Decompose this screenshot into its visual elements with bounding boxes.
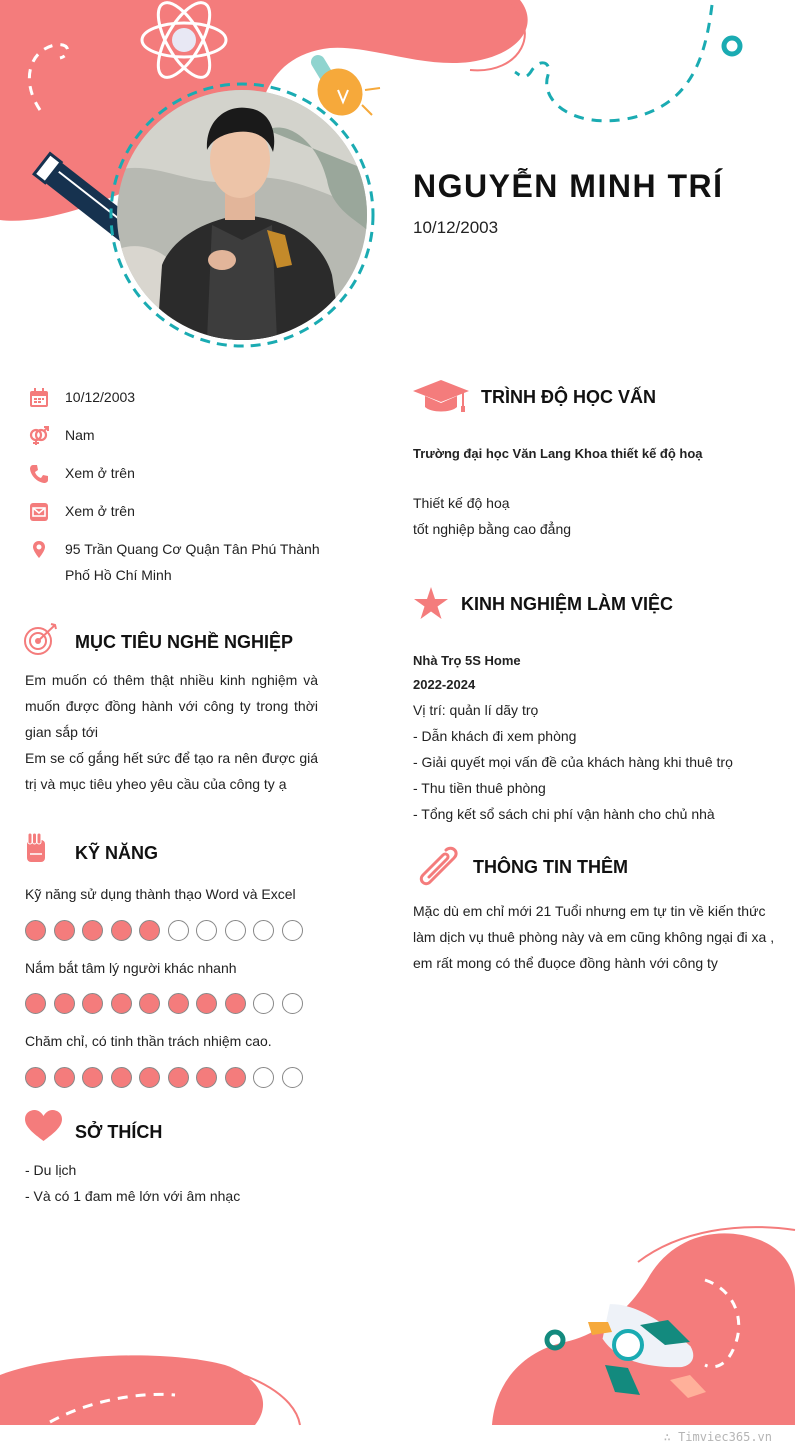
gender-value: Nam xyxy=(65,427,95,443)
skill-label-3: Chăm chỉ, có tinh thần trách nhiệm cao. xyxy=(25,1033,272,1049)
extra-info-title: THÔNG TIN THÊM xyxy=(473,857,628,877)
rating-dot-filled xyxy=(54,993,75,1014)
teal-dashed-path xyxy=(515,5,712,121)
teal-ring-icon xyxy=(724,38,740,54)
hobby-item-1: - Du lịch xyxy=(25,1162,77,1178)
birthdate-value: 10/12/2003 xyxy=(65,389,136,405)
experience-period: 2022-2024 xyxy=(413,677,476,692)
experience-task-1: - Dẫn khách đi xem phòng xyxy=(413,728,577,744)
rating-dot-empty xyxy=(196,920,217,941)
rating-dot-filled xyxy=(25,993,46,1014)
bottom-left-blob xyxy=(0,1355,263,1425)
objective-title: MỤC TIÊU NGHỀ NGHIỆP xyxy=(75,632,294,652)
experience-task-2: - Giải quyết mọi vấn đề của khách hàng khi thuê trọ xyxy=(413,754,733,770)
fist-icon xyxy=(25,832,47,864)
star-icon xyxy=(414,587,448,620)
skills-title: KỸ NĂNG xyxy=(75,843,159,863)
skill-rating-2 xyxy=(25,993,303,1014)
education-title: TRÌNH ĐỘ HỌC VẤN xyxy=(481,387,656,407)
rating-dot-filled xyxy=(82,993,103,1014)
hobbies-title: SỞ THÍCH xyxy=(75,1122,163,1142)
rating-dot-filled xyxy=(168,1067,189,1088)
skill-label-1: Kỹ năng sử dụng thành thạo Word và Excel xyxy=(25,886,296,902)
target-icon xyxy=(23,622,59,656)
email-value: Xem ở trên xyxy=(65,503,135,519)
rating-dot-filled xyxy=(25,1067,46,1088)
rating-dot-filled xyxy=(111,920,132,941)
extra-info-text: Mặc dù em chỉ mới 21 Tuổi nhưng em tự tin về kiến thức làm dịch vụ thuê phòng này và em cũng không ngại đi xa , em rất mong có thể đuọce đồng hành với công ty xyxy=(413,903,775,971)
address-value: 95 Trần Quang Cơ Quận Tân Phú Thành Phố Hồ Chí Minh xyxy=(65,541,320,583)
rating-dot-filled xyxy=(54,1067,75,1088)
paperclip-icon xyxy=(416,846,460,888)
rating-dot-filled xyxy=(139,993,160,1014)
rating-dot-filled xyxy=(82,1067,103,1088)
rating-dot-filled xyxy=(82,920,103,941)
phone-icon xyxy=(29,464,49,484)
hobby-item-2: - Và có 1 đam mê lớn với âm nhạc xyxy=(25,1188,241,1204)
rating-dot-empty xyxy=(253,1067,274,1088)
phone-value: Xem ở trên xyxy=(65,465,135,481)
education-degree: tốt nghiệp bằng cao đẳng xyxy=(413,521,572,537)
calendar-icon xyxy=(29,388,49,408)
rating-dot-empty xyxy=(168,920,189,941)
rating-dot-filled xyxy=(196,1067,217,1088)
rating-dot-empty xyxy=(253,993,274,1014)
heart-icon xyxy=(25,1110,62,1142)
education-school: Trường đại học Văn Lang Khoa thiết kế độ hoạ xyxy=(413,446,703,461)
rating-dot-filled xyxy=(25,920,46,941)
rating-dot-filled xyxy=(225,993,246,1014)
location-pin-icon xyxy=(29,540,49,560)
rating-dot-filled xyxy=(196,993,217,1014)
experience-task-3: - Thu tiền thuê phòng xyxy=(413,780,546,796)
experience-task-4: - Tổng kết sổ sách chi phí vận hành cho chủ nhà xyxy=(413,806,715,822)
education-major: Thiết kế độ hoạ xyxy=(413,495,510,511)
profile-photo xyxy=(117,90,367,340)
objective-text-2: Em se cố gắng hết sức để tạo ra nên được giá trị và mục tiêu yheo yêu cầu của công ty ạ xyxy=(25,750,318,792)
rating-dot-filled xyxy=(168,993,189,1014)
rating-dot-empty xyxy=(225,920,246,941)
rating-dot-filled xyxy=(54,920,75,941)
header-birthdate: 10/12/2003 xyxy=(413,218,499,237)
experience-title: KINH NGHIỆM LÀM VIỆC xyxy=(461,594,674,614)
info-row-address xyxy=(25,536,325,588)
gender-icon xyxy=(29,426,49,446)
experience-company: Nhà Trọ 5S Home xyxy=(413,653,521,668)
skill-rating-1 xyxy=(25,920,303,941)
rating-dot-filled xyxy=(139,920,160,941)
skill-label-2: Nắm bắt tâm lý người khác nhanh xyxy=(25,960,237,976)
rating-dot-empty xyxy=(282,1067,303,1088)
email-icon xyxy=(29,502,49,522)
rating-dot-empty xyxy=(282,920,303,941)
rating-dot-filled xyxy=(225,1067,246,1088)
objective-text-1: Em muốn có thêm thật nhiều kinh nghiệm và muốn được đồng hành với công ty trong thời gian sắp tới xyxy=(25,672,318,740)
experience-position: Vị trí: quản lí dãy trọ xyxy=(413,702,539,718)
candidate-name: NGUYỄN MINH TRÍ xyxy=(413,168,724,204)
timviec365-watermark: ∴ Timviec365.vn xyxy=(663,1430,772,1444)
graduation-cap-icon xyxy=(413,380,469,414)
rating-dot-empty xyxy=(282,993,303,1014)
rating-dot-filled xyxy=(111,1067,132,1088)
rating-dot-empty xyxy=(253,920,274,941)
rating-dot-filled xyxy=(139,1067,160,1088)
rating-dot-filled xyxy=(111,993,132,1014)
skill-rating-3 xyxy=(25,1067,303,1088)
